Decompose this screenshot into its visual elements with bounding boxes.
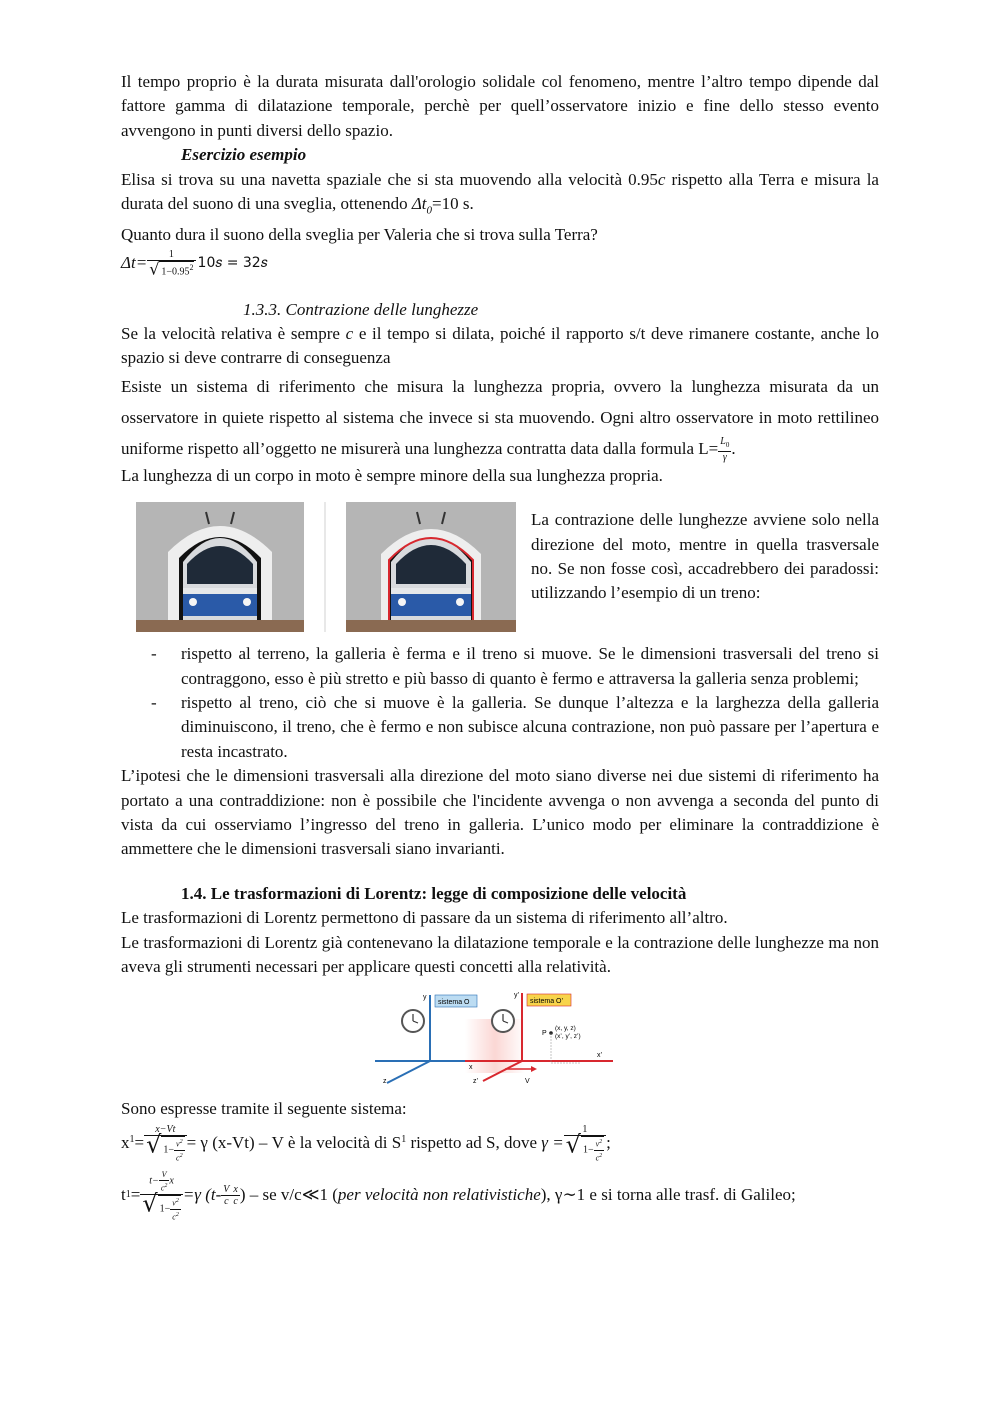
paragraph-lorentz-2: Le trasformazioni di Lorentz già contenevano la dilatazione temporale e la contrazione delle lunghezze ma non aveva gli strumenti necessari per applicare questi concetti alla relatività. <box>121 932 879 977</box>
equation-t-transform: t 1 = t− $\frac{V}{c^2}$ x √ 1− $\frac{v^2}{c^2}$ =γ (t- $\frac{V}{c}$ $\frac{x}{c}$ ) – se v/c≪1 ( per velocità non relativistiche ), γ∼1 e si torna alle trasf. di Galileo; <box>121 1170 796 1222</box>
example-text: Elisa si trova su una navetta spaziale che si sta muovendo alla velocità 0.95c rispetto alla Terra e misura la durata del suono di una sveglia, ottenendo $\Delta t_0=10$ s. <box>121 169 879 217</box>
svg-text:z: z <box>383 1078 387 1086</box>
bullet-list <box>121 642 879 764</box>
list-item: - rispetto al treno, ciò che si muove è la galleria. Se dunque l’altezza e la larghezza della galleria diminuiscono, il treno, che è fermo e non subisce alcuna contrazione, non può passare per l’apertura e resta incastrato. <box>121 691 879 764</box>
clock-icon <box>402 1010 424 1032</box>
svg-text:V: V <box>525 1078 530 1086</box>
svg-text:x’: x’ <box>597 1052 603 1060</box>
label-sistema-o2: sistema O’ <box>530 998 564 1006</box>
section-heading-133: 1.3.3. Contrazione delle lunghezze <box>243 299 479 319</box>
svg-text:z’: z’ <box>473 1078 479 1086</box>
list-item: - rispetto al terreno, la galleria è ferma e il treno si muove. Se le dimensioni trasversali del treno si contraggono, esso è più stretto e più basso di quanto è fermo e attraversa la galleria senza problemi; <box>121 642 879 691</box>
paragraph-proper-length: Esiste un sistema di riferimento che misura la lunghezza propria, ovvero la lunghezza misurata da un osservatore in quiete rispetto al sistema che invece si sta muovendo. Ogni altro osservatore in moto rettilineo uniforme rispetto all’oggetto ne misurerà una lunghezza contratta data dalla formula L= $\frac{L_0}{\gamma}$ . <box>121 376 879 464</box>
document-page <box>121 70 879 1222</box>
svg-text:y: y <box>423 994 427 1002</box>
label-sistema-o: sistema O <box>438 999 470 1007</box>
paragraph-system: Sono espresse tramite il seguente sistema: <box>121 1099 407 1119</box>
clock-icon <box>492 1010 514 1032</box>
svg-text:(x’, y’, z’): (x’, y’, z’) <box>555 1033 581 1041</box>
paragraph-contradiction: L’ipotesi che le dimensioni trasversali alla direzione del moto siano diverse nei due sistemi di riferimento ha portato a una contraddizione: non è possibile che l'incidente avvenga o non avvenga a seconda del punto di vista da cui osserviamo l’ingresso del treno in galleria. L’unico modo per eliminare la contraddizione è ammettere che le dimensioni trasversali siano invarianti. <box>121 766 879 859</box>
svg-text:y’: y’ <box>514 992 520 1000</box>
paragraph-relative-velocity: Se la velocità relativa è sempre c e il tempo si dilata, poiché il rapporto s/t deve rimanere costante, anche lo spazio si deve contrarre di conseguenza <box>121 323 879 368</box>
axis-z-o <box>387 1061 430 1083</box>
svg-text:x: x <box>469 1064 473 1072</box>
svg-text:(x, y, z): (x, y, z) <box>555 1025 576 1033</box>
example-question: Quanto dura il suono della sveglia per Valeria che si trova sulla Terra? <box>121 224 598 244</box>
train-tunnel-illustration <box>121 502 516 632</box>
paragraph-length-shorter: La lunghezza di un corpo in moto è sempre minore della sua lunghezza propria. <box>121 465 663 485</box>
example-title: Esercizio esempio <box>181 145 307 165</box>
equation-x-transform: x $^1$ = x−Vt √ 1− $\frac{v^2}{c^2}$ = γ (x-Vt) – V è la velocità di S $^1$ rispetto ad S, dove γ = 1 √ 1− $\frac{v^2}{c^2}$ ; <box>121 1123 611 1163</box>
equation-time-dilation: Δt= $\frac{1}{√ 1-0.95^2}$ 10𝑠 = 32𝑠 <box>121 249 268 279</box>
svg-text:P: P <box>542 1030 547 1038</box>
trains-section <box>121 502 879 632</box>
section-heading-14: 1.4. Le trasformazioni di Lorentz: legge di composizione delle velocità <box>181 883 687 903</box>
reference-frames-diagram <box>375 987 615 1091</box>
paragraph-proper-time: Il tempo proprio è la durata misurata dall'orologio solidale col fenomeno, mentre l’altro tempo dipende dal fattore gamma di dilatazione temporale, perchè per quell’osservatore inizio e fine dello stesso evento avvengono in punti diversi dello spazio. <box>121 72 879 140</box>
paragraph-lorentz-1: Le trasformazioni di Lorentz permettono di passare da un sistema di riferimento all’altro. <box>121 908 728 928</box>
train-paragraph: La contrazione delle lunghezze avviene solo nella direzione del moto, mentre in quella trasversale no. Se non fosse così, accadrebbero dei paradossi: utilizzando l’esempio di un treno: <box>531 510 879 603</box>
